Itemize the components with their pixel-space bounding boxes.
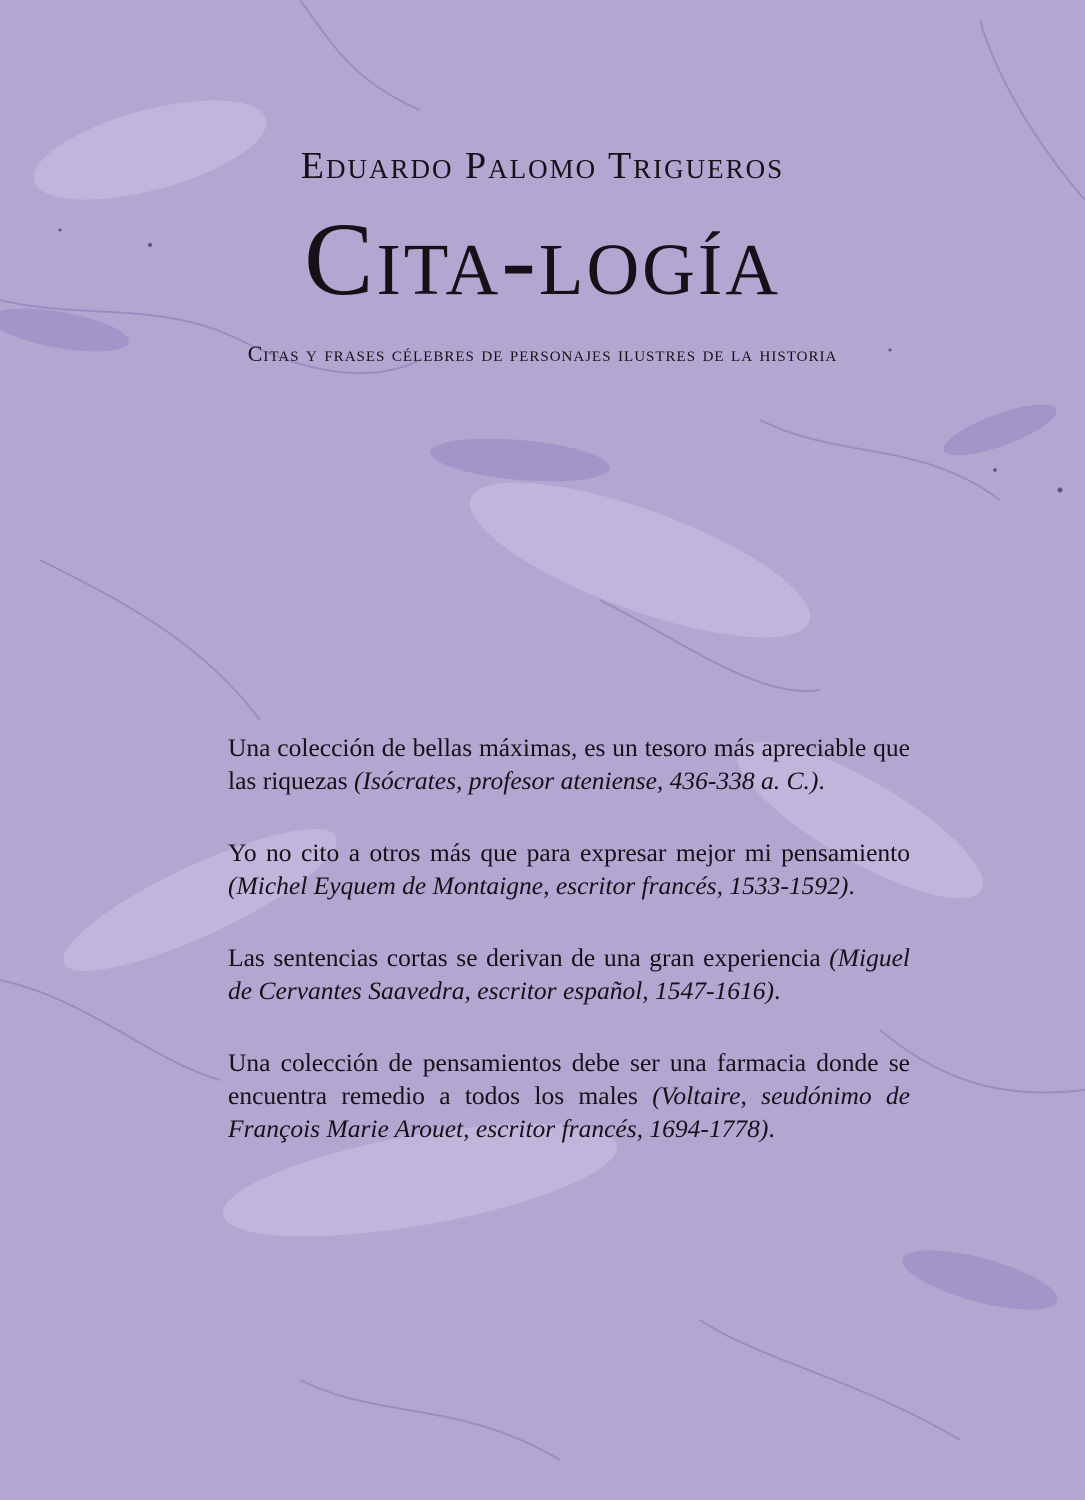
quote-end: . <box>774 976 781 1005</box>
quote-source: (Miguel de Cervantes Saavedra, escritor español, 1547-1616) <box>228 943 910 1005</box>
quote-source: (Voltaire, seudónimo de François Marie Arouet, escritor francés, 1694-1778) <box>228 1081 910 1143</box>
quote-cervantes <box>228 941 910 1007</box>
quote-text: Yo no cito a otros más que para expresar mejor mi pensamiento <box>228 838 910 867</box>
quote-text: Una colección de bellas máximas, es un tesoro más apreciable que las riquezas <box>228 733 910 795</box>
quote-isocrates <box>228 731 910 797</box>
quote-end: . <box>818 766 825 795</box>
quote-text: Las sentencias cortas se derivan de una gran experiencia <box>228 943 830 972</box>
quote-montaigne <box>228 836 910 902</box>
quote-source: (Michel Eyquem de Montaigne, escritor francés, 1533-1592) <box>228 871 849 900</box>
author-name: Eduardo Palomo Trigueros <box>300 145 785 187</box>
book-title: Cita-logía <box>304 202 781 317</box>
quotes-list <box>228 731 910 1184</box>
quote-text: Una colección de pensamientos debe ser una farmacia donde se encuentra remedio a todos los males <box>228 1048 910 1110</box>
quote-source: (Isócrates, profesor ateniense, 436-338 a. C.) <box>354 766 819 795</box>
book-subtitle: Citas y frases célebres de personajes ilustres de la historia <box>247 341 838 366</box>
quote-end: . <box>848 871 855 900</box>
quote-voltaire <box>228 1046 910 1145</box>
quote-end: . <box>768 1114 775 1143</box>
